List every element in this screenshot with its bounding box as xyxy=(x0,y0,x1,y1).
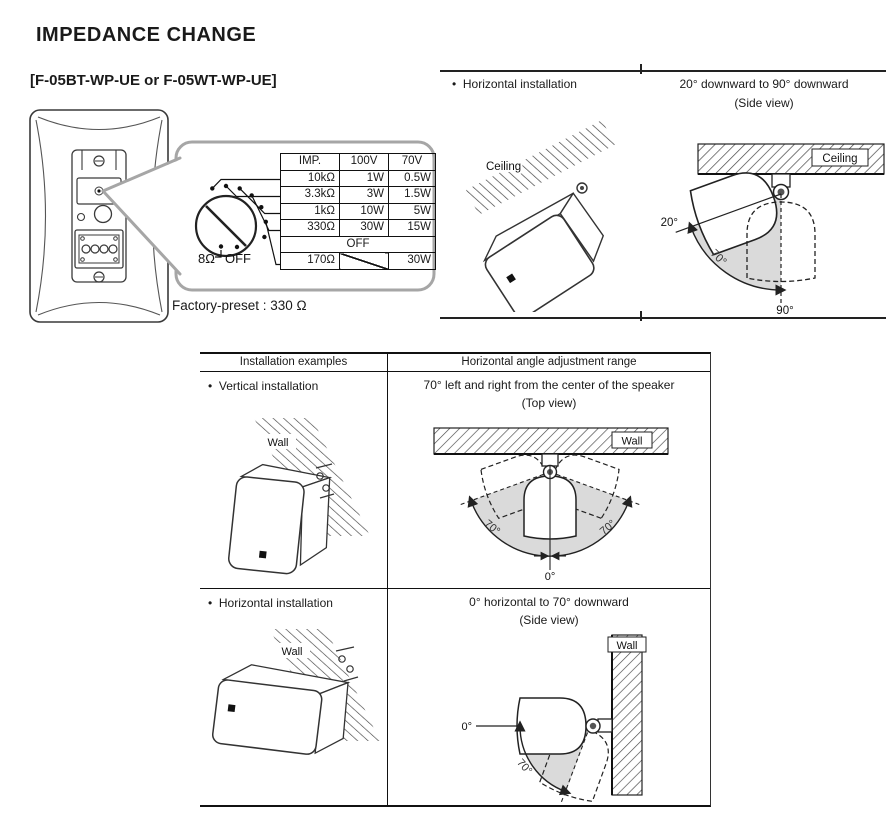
table-header-row xyxy=(200,354,710,372)
angle-left-label: 70° xyxy=(481,517,503,538)
imp-cell: 1.5W xyxy=(389,187,436,204)
range-text: 0° horizontal to 70° downward xyxy=(469,595,629,609)
range-text: 70° left and right from the center of the speaker xyxy=(423,378,675,392)
bullet: • xyxy=(208,379,213,393)
vertical-installation-label xyxy=(208,379,318,393)
table-row xyxy=(200,372,710,589)
page-title: IMPEDANCE CHANGE xyxy=(36,24,257,46)
imp-header: 70V xyxy=(389,154,436,171)
top-view-diagram xyxy=(416,422,686,582)
imp-header: IMP. xyxy=(281,154,340,171)
ceiling-label: Ceiling xyxy=(486,161,522,173)
imp-cell: 3W xyxy=(340,187,389,204)
table-row xyxy=(281,203,436,220)
view-type-text: (Top view) xyxy=(521,396,577,410)
view-type-text: (Side view) xyxy=(734,96,794,110)
angle-right-label: 70° xyxy=(597,517,619,538)
ceiling-label: Ceiling xyxy=(822,153,858,165)
imp-cell: 10kΩ xyxy=(281,170,340,187)
imp-cell: 0.5W xyxy=(389,170,436,187)
angle-end-label: 90° xyxy=(776,305,794,316)
table-row xyxy=(281,236,436,253)
dial-label-8ohm: 8Ω xyxy=(198,251,215,266)
ceiling-side-view-diagram xyxy=(652,108,886,316)
logo-mark xyxy=(259,551,267,559)
label-text: Horizontal installation xyxy=(218,596,333,610)
imp-off-cell: OFF xyxy=(281,236,436,253)
label-text: Vertical installation xyxy=(218,379,319,393)
column-tick xyxy=(640,64,642,74)
model-heading: [F-05BT-WP-UE or F-05WT-WP-UE] xyxy=(30,72,277,89)
vertical-speaker-3d-drawing xyxy=(220,418,370,586)
wall-hatch-bar xyxy=(612,635,642,795)
imp-cell: 1W xyxy=(340,170,389,187)
rotary-switch-dot xyxy=(97,189,100,192)
dial-label-off: OFF xyxy=(225,251,251,266)
angle-span-label: 70° xyxy=(707,247,729,269)
col2-header: Horizontal angle adjustment range xyxy=(461,356,637,368)
angle-range-text: 20° downward to 90° downward xyxy=(679,77,849,91)
bullet: • xyxy=(452,77,457,91)
col1-header: Installation examples xyxy=(200,354,388,371)
table-border-bottom xyxy=(440,317,886,319)
table-border-top xyxy=(440,70,886,72)
imp-cell: 330Ω xyxy=(281,220,340,237)
angle-center-label: 0° xyxy=(544,571,556,582)
view-type-text: (Side view) xyxy=(519,613,579,627)
table-row xyxy=(281,220,436,237)
table-row xyxy=(281,170,436,187)
impedance-table xyxy=(280,153,436,270)
horizontal-installation-label xyxy=(452,77,577,91)
imp-cell: 15W xyxy=(389,220,436,237)
imp-cell: 1kΩ xyxy=(281,203,340,220)
imp-cell: 10W xyxy=(340,203,389,220)
table-row xyxy=(200,589,710,805)
imp-cell: 30W xyxy=(389,253,436,270)
speaker-profile-solid xyxy=(517,698,586,754)
angle-start-label: 20° xyxy=(660,217,678,229)
mounting-bracket xyxy=(542,454,558,466)
imp-cell: 5W xyxy=(389,203,436,220)
imp-cell: 170Ω xyxy=(281,253,340,270)
horizontal-speaker-3d-drawing xyxy=(212,629,380,797)
side-view-diagram xyxy=(416,629,686,803)
label-text: Horizontal installation xyxy=(462,77,577,91)
imp-header: 100V xyxy=(340,154,389,171)
table-row xyxy=(281,253,436,270)
slash-cell xyxy=(340,253,389,270)
column-tick xyxy=(640,311,642,321)
imp-cell: 3.3kΩ xyxy=(281,187,340,204)
wall-label: Wall xyxy=(621,435,643,448)
adjustment-range-table xyxy=(200,352,711,807)
factory-preset-note: Factory-preset : 330 Ω xyxy=(172,298,307,313)
logo-mark xyxy=(228,704,236,712)
horizontal-installation-label xyxy=(208,596,333,610)
angle-start-label: 0° xyxy=(461,721,472,733)
angle-span-label: 70° xyxy=(514,756,535,778)
bullet: • xyxy=(208,596,213,610)
wall-label: Wall xyxy=(616,640,638,652)
wall-label: Wall xyxy=(267,437,289,449)
imp-cell: 30W xyxy=(340,220,389,237)
wall-label: Wall xyxy=(281,646,303,658)
ceiling-speaker-3d-drawing xyxy=(452,112,652,312)
table-row xyxy=(281,187,436,204)
